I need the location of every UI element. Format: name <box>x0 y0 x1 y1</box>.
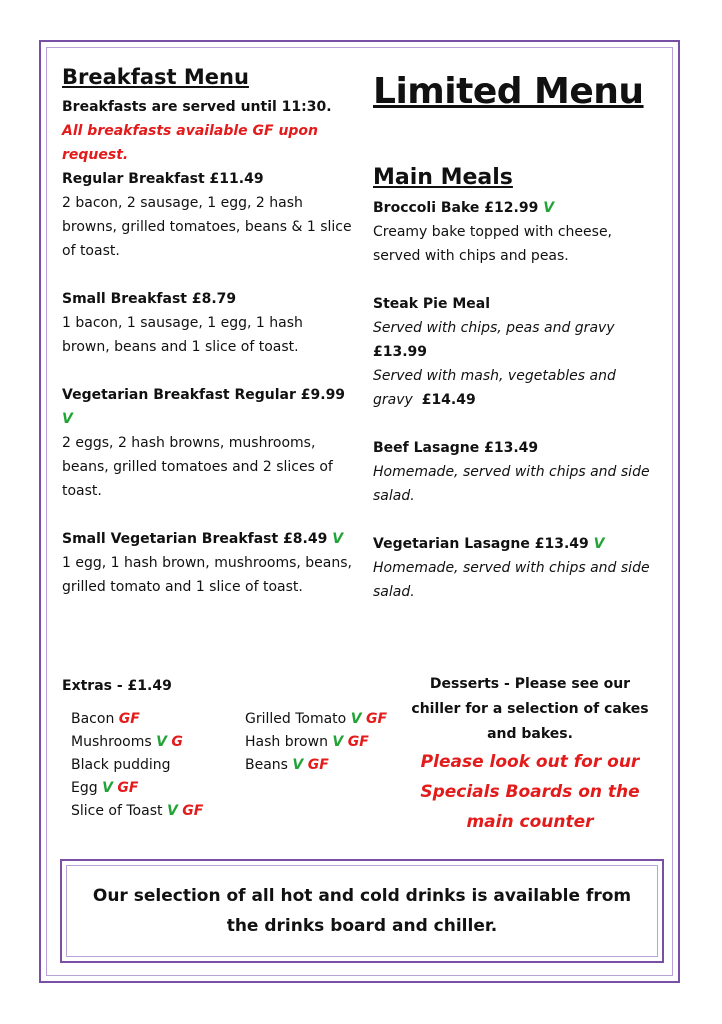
item-description: 2 bacon, 2 sausage, 1 egg, 2 hash browns, grilled tomatoes, beans & 1 slice of toast. <box>62 195 352 260</box>
vegetarian-tag: V <box>593 535 605 552</box>
item-description: Creamy bake topped with cheese, served with chips and peas. <box>373 223 613 264</box>
item-title: Beef Lasagne £13.49 <box>373 439 539 456</box>
desserts-text: Desserts - Please see our chiller for a selection of cakes and bakes. <box>411 676 649 742</box>
steak-option2-description: Served with mash, vegetables and gravy <box>373 367 616 408</box>
vegetarian-tag: V <box>543 199 555 216</box>
drinks-box <box>66 865 658 957</box>
menu-item-small-vegetarian-breakfast <box>62 527 352 599</box>
vegetarian-tag: V <box>62 411 73 428</box>
item-title: Vegetarian Breakfast Regular £9.99 <box>62 387 346 404</box>
extra-name: Grilled Tomato <box>245 711 347 727</box>
item-description: Homemade, served with chips and side salad. <box>373 463 650 504</box>
main-meals-heading: Main Meals <box>373 164 513 190</box>
extra-item <box>71 800 203 823</box>
item-description: 1 bacon, 1 sausage, 1 egg, 1 hash brown, beans and 1 slice of toast. <box>62 315 303 356</box>
extra-name: Beans <box>245 757 288 773</box>
steak-option2-price: £14.49 <box>421 391 476 408</box>
vegetarian-tag: V <box>332 734 344 750</box>
breakfast-gf-note: All breakfasts available GF upon request. <box>62 123 319 164</box>
extra-name: Black pudding <box>71 757 171 773</box>
gluten-free-tag: G <box>171 734 183 750</box>
extra-name: Hash brown <box>245 734 328 750</box>
vegetarian-tag: V <box>166 803 178 819</box>
extras-list-left <box>71 708 203 823</box>
item-title: Regular Breakfast £11.49 <box>62 171 264 188</box>
item-title: Steak Pie Meal <box>373 295 491 312</box>
limited-menu-heading: Limited Menu <box>373 71 644 112</box>
gluten-free-tag: GF <box>347 734 369 750</box>
vegetarian-tag: V <box>102 780 113 796</box>
desserts-note <box>410 672 650 837</box>
breakfast-section <box>62 66 352 623</box>
item-description: 2 eggs, 2 hash browns, mushrooms, beans, grilled tomatoes and 2 slices of toast. <box>62 435 333 500</box>
item-description: 1 egg, 1 hash brown, mushrooms, beans, grilled tomato and 1 slice of toast. <box>62 555 352 596</box>
gluten-free-tag: GF <box>117 780 139 796</box>
gluten-free-tag: GF <box>365 711 388 727</box>
item-title: Vegetarian Lasagne £13.49 <box>373 535 589 552</box>
specials-boards-note: Please look out for our Specials Boards on the main counter <box>420 752 640 832</box>
gluten-free-tag: GF <box>182 803 204 819</box>
menu-item-broccoli-bake <box>373 196 663 268</box>
gluten-free-tag: GF <box>307 757 329 773</box>
menu-item-beef-lasagne <box>373 436 663 508</box>
vegetarian-tag: V <box>292 757 304 773</box>
item-title: Broccoli Bake £12.99 <box>373 199 539 216</box>
drinks-text: Our selection of all hot and cold drinks is available from the drinks board and chiller. <box>92 886 632 936</box>
menu-item-vegetarian-breakfast <box>62 383 352 503</box>
breakfast-heading: Breakfast Menu <box>62 65 249 89</box>
menu-item-small-breakfast <box>62 287 352 359</box>
extra-item <box>245 754 387 777</box>
menu-item-steak-pie <box>373 292 663 412</box>
menu-item-vegetarian-lasagne <box>373 532 663 604</box>
item-description: Homemade, served with chips and side salad. <box>373 559 650 600</box>
extra-item <box>245 708 387 731</box>
vegetarian-tag: V <box>156 734 167 750</box>
vegetarian-tag: V <box>332 531 344 548</box>
extra-name: Slice of Toast <box>71 803 163 819</box>
item-title: Small Breakfast £8.79 <box>62 291 237 308</box>
extra-name: Mushrooms <box>71 734 152 750</box>
menu-item-regular-breakfast <box>62 167 352 263</box>
steak-option1-price: £13.99 <box>373 343 428 360</box>
vegetarian-tag: V <box>350 711 362 727</box>
extras-title: Extras - £1.49 <box>62 678 172 694</box>
steak-option1-description: Served with chips, peas and gravy <box>373 319 615 336</box>
extra-name: Egg <box>71 780 98 796</box>
item-title: Small Vegetarian Breakfast £8.49 <box>62 531 328 548</box>
extra-item <box>71 731 203 754</box>
breakfast-serving-note: Breakfasts are served until 11:30. <box>62 99 332 116</box>
extra-item <box>71 708 203 731</box>
extra-item <box>71 777 203 800</box>
gluten-free-tag: GF <box>118 711 140 727</box>
extra-item <box>71 754 203 777</box>
limited-menu-section <box>373 66 663 628</box>
extra-name: Bacon <box>71 711 115 727</box>
extra-item <box>245 731 387 754</box>
extras-list-right <box>245 708 387 777</box>
